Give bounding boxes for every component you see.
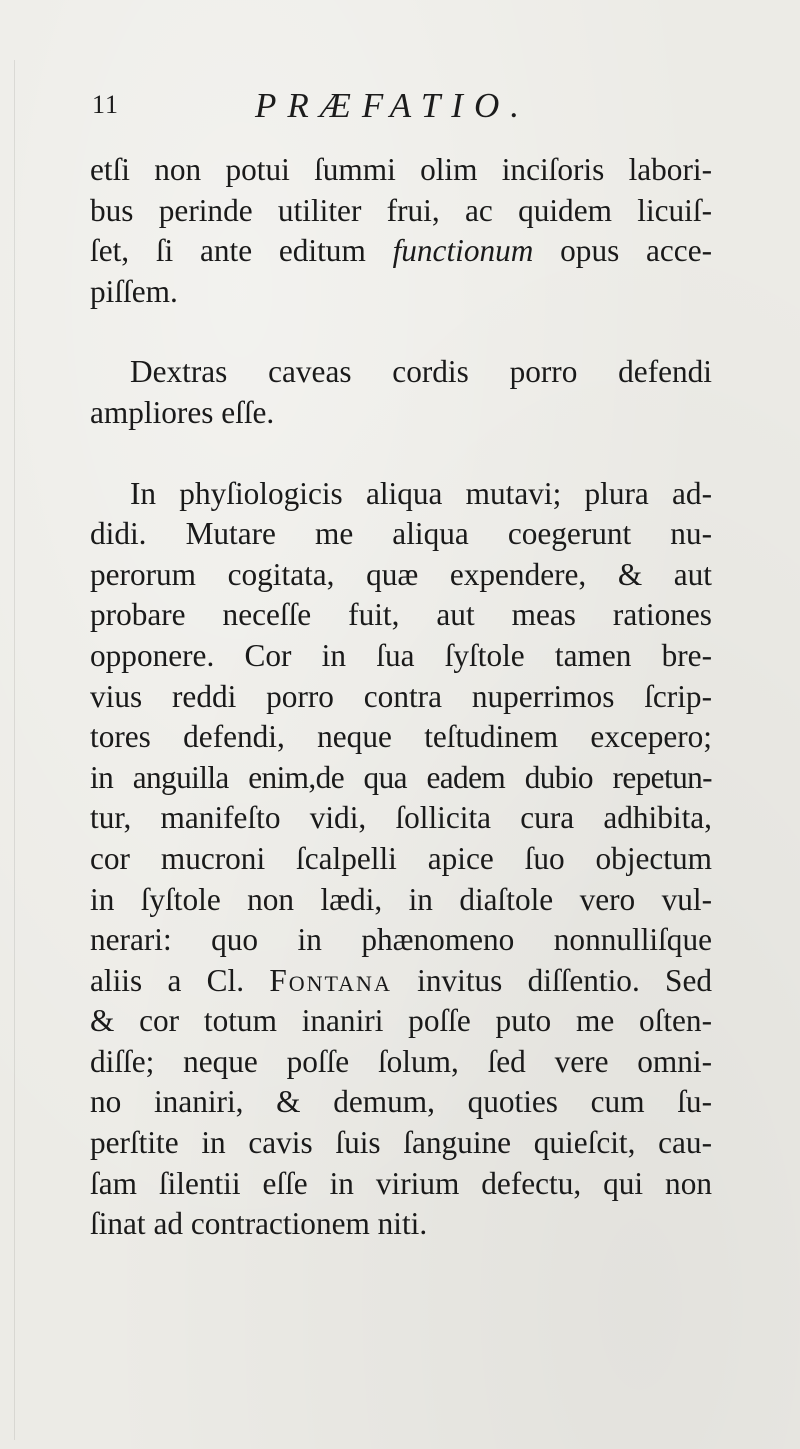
small-caps-fontana: Fontana — [269, 962, 392, 998]
running-head: PRÆFATIO. — [255, 86, 530, 125]
text-line: piſſem. — [90, 273, 178, 309]
text-line: in anguilla enim,de qua eadem dubio repetun- — [90, 759, 712, 795]
text-line: perſtite in cavis ſuis ſanguine quieſcit, cau- — [90, 1125, 712, 1161]
text-run: aliis a Cl. — [90, 962, 270, 998]
paragraph-dextras — [90, 352, 712, 433]
text-line: no inaniri, & demum, quoties cum ſu- — [90, 1084, 712, 1120]
text-line: & cor totum inaniri poſſe puto me oſten- — [90, 1003, 712, 1039]
text-line: nerari: quo in phænomeno nonnulliſque — [90, 922, 712, 958]
text-line: diſſe; neque poſſe ſolum, ſed vere omni- — [90, 1043, 712, 1079]
text-run: opus acce- — [533, 233, 713, 269]
text-line: tores defendi, neque teſtudinem excepero; — [90, 719, 712, 755]
text-line: In phyſiologicis aliqua mutavi; plura ad- — [130, 475, 712, 511]
text-line: etſi non potui ſummi olim inciſoris labori- — [90, 152, 712, 187]
text-line: cor mucroni ſcalpelli apice ſuo objectum — [90, 840, 712, 876]
paragraph-physiologicis — [90, 474, 712, 1245]
text-line: didi. Mutare me aliqua coegerunt nu- — [90, 516, 712, 552]
text-line: perorum cogitata, quæ expendere, & aut — [90, 556, 712, 592]
text-line: opponere. Cor in ſua ſyſtole tamen bre- — [90, 637, 712, 673]
paragraph-continuation — [90, 150, 712, 312]
text-line: ſinat ad contractionem niti. — [90, 1206, 428, 1242]
text-line — [90, 231, 712, 272]
body-text — [90, 150, 712, 1245]
italic-word-functionum: functionum — [392, 233, 534, 269]
page-edge-shadow — [14, 60, 15, 1440]
text-line: in ſyſtole non lædi, in diaſtole vero vul- — [90, 881, 712, 917]
text-line: probare neceſſe fuit, aut meas rationes — [90, 597, 712, 633]
text-line: ſam ſilentii eſſe in virium defectu, qui non — [90, 1165, 712, 1201]
text-line: tur, manifeſto vidi, ſollicita cura adhibita, — [90, 800, 712, 836]
text-line: Dextras caveas cordis porro defendi — [130, 354, 712, 390]
text-run: ſet, ſi ante editum — [90, 233, 393, 269]
page-header — [92, 86, 712, 136]
text-run: invitus diſſentio. Sed — [391, 962, 713, 998]
text-line: bus perinde utiliter frui, ac quidem licuiſ- — [90, 192, 712, 228]
text-line: vius reddi porro contra nuperrimos ſcrip- — [90, 678, 712, 714]
page-number: 11 — [92, 90, 120, 119]
text-line — [90, 961, 712, 1002]
text-line: ampliores eſſe. — [90, 394, 275, 430]
